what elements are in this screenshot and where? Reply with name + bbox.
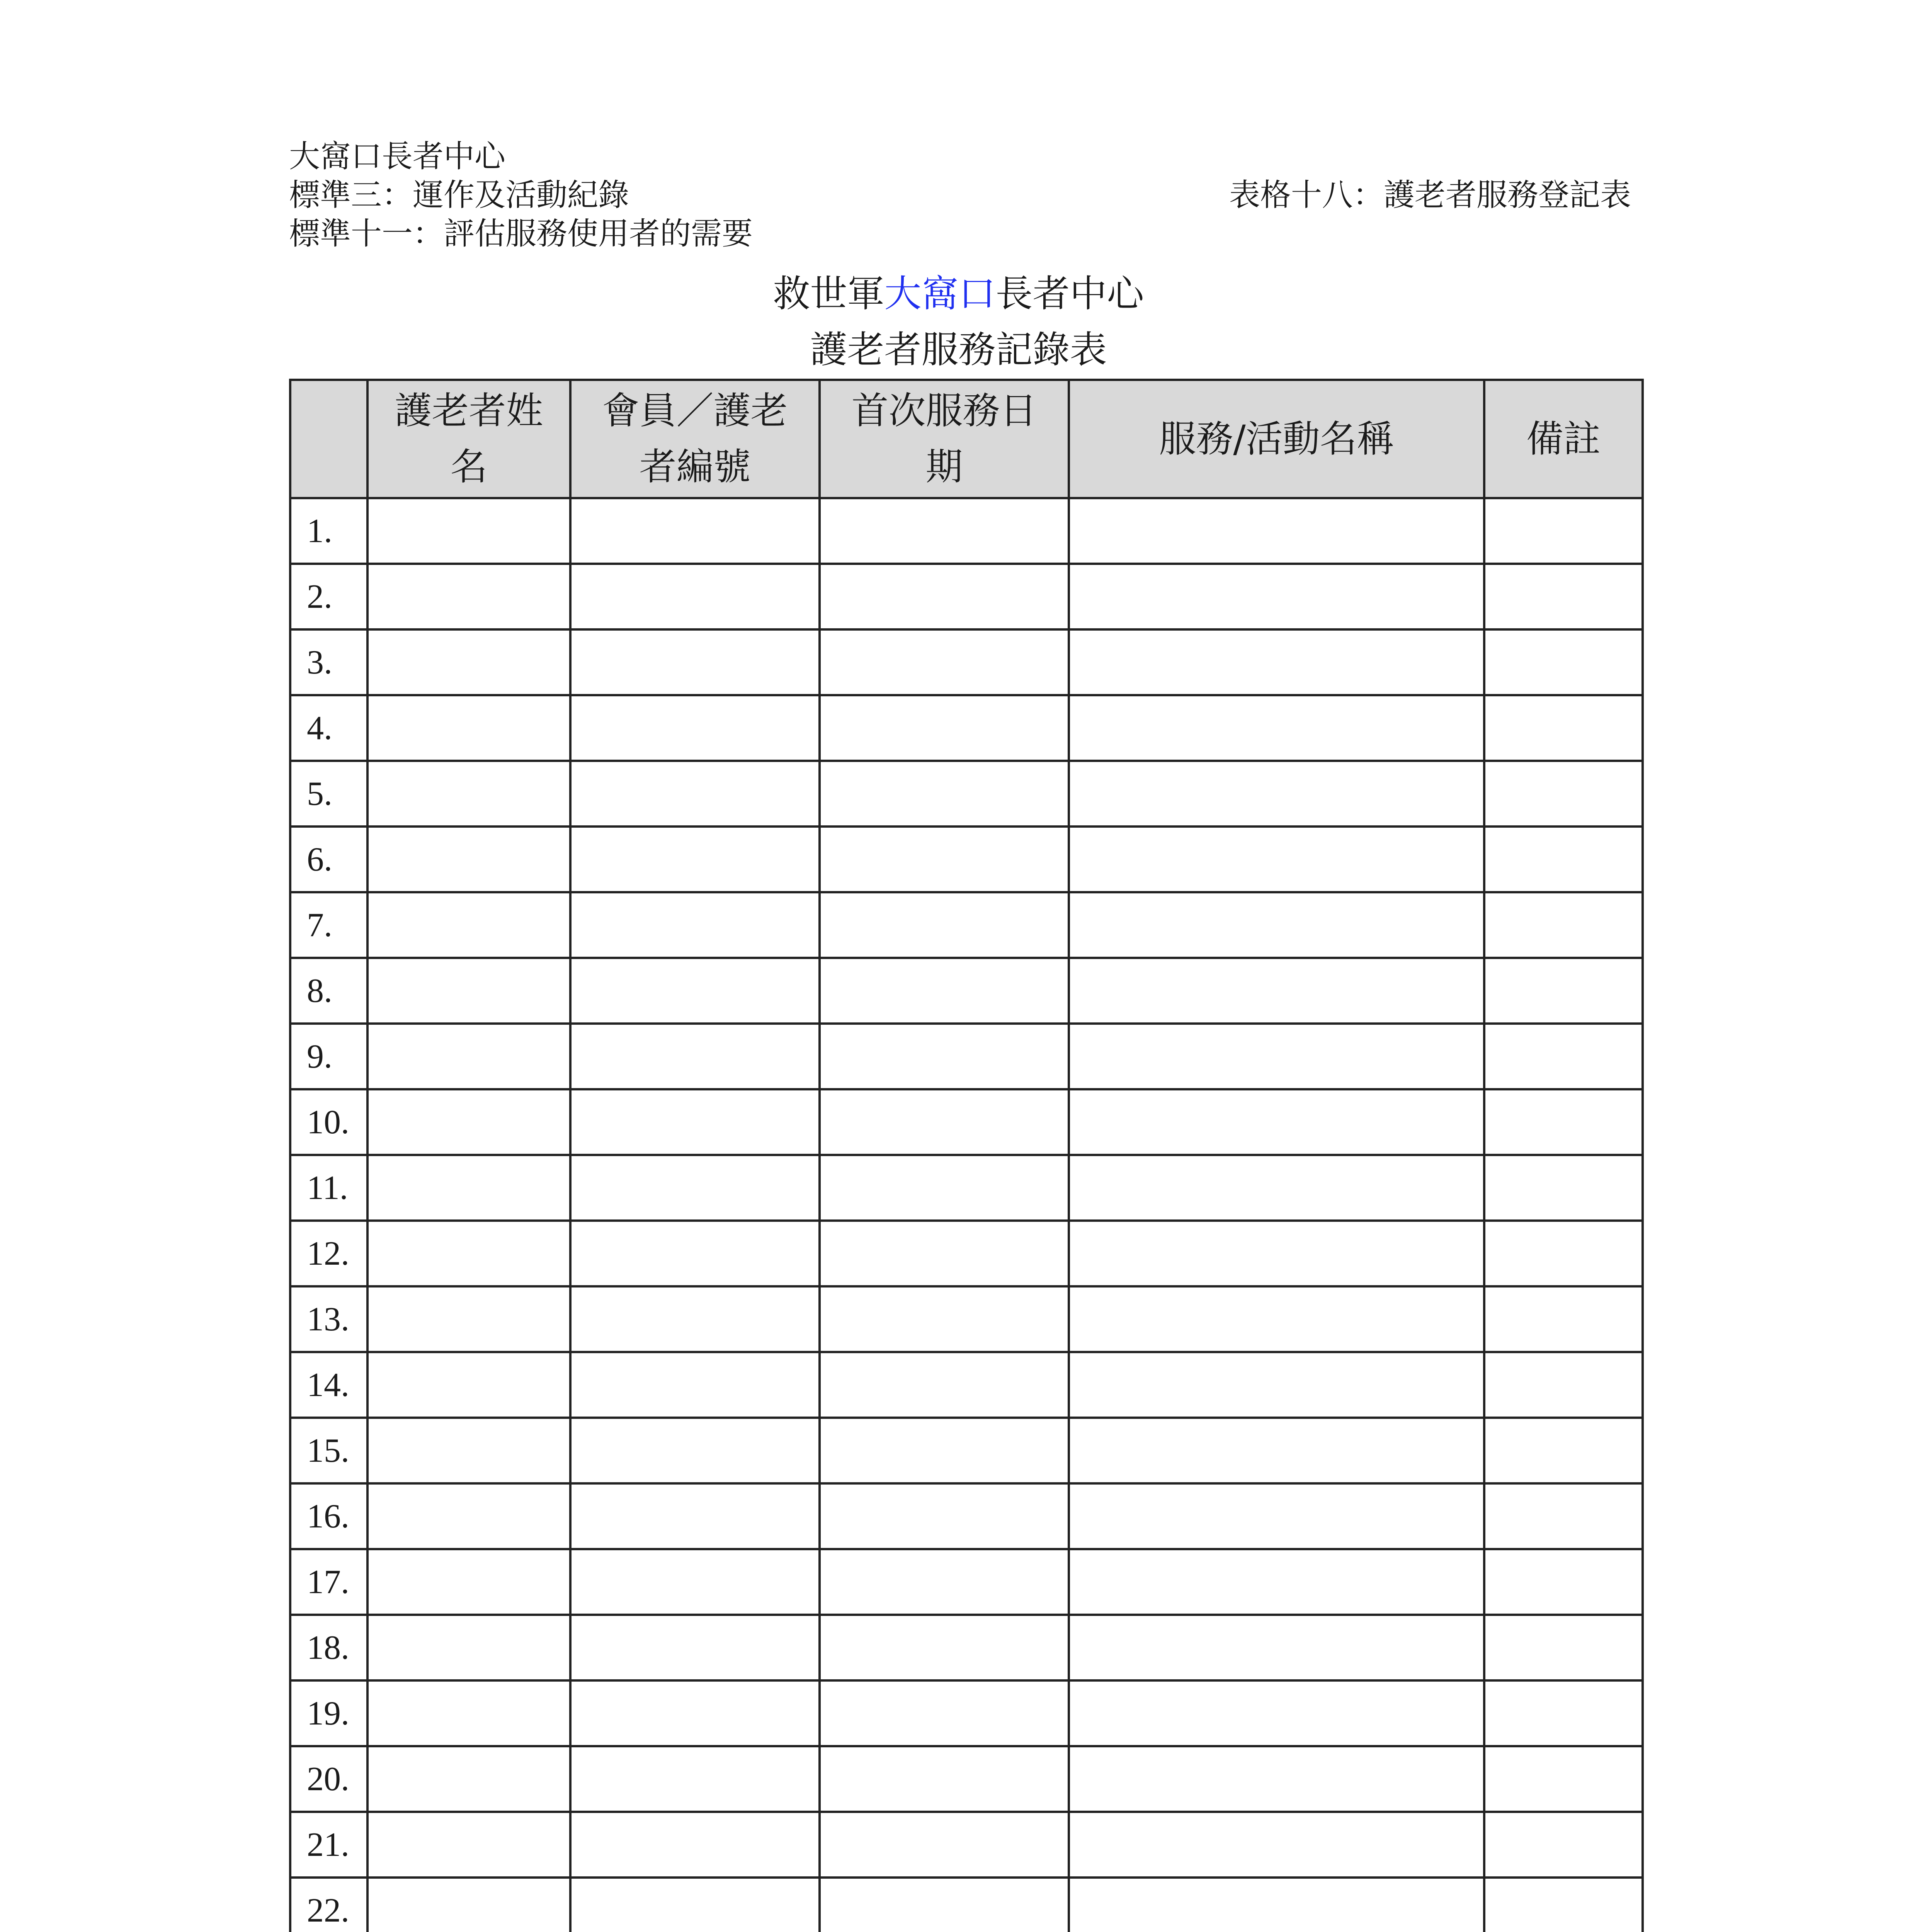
member-id-cell[interactable] xyxy=(570,1680,820,1746)
row-number: 6. xyxy=(290,827,367,892)
caregiver-name-cell[interactable] xyxy=(367,1812,570,1878)
header-remarks xyxy=(1484,380,1643,498)
table-row xyxy=(290,498,1643,564)
service-activity-cell[interactable] xyxy=(1069,1878,1484,1932)
row-number: 2. xyxy=(290,564,367,629)
remarks-cell[interactable] xyxy=(1484,958,1643,1024)
member-id-cell[interactable] xyxy=(570,1286,820,1352)
header-label-line1: 會員／護老 xyxy=(602,389,788,432)
header-label-line1: 首次服務日 xyxy=(851,389,1037,432)
row-number: 21. xyxy=(290,1812,367,1878)
table-row xyxy=(290,695,1643,761)
member-id-cell[interactable] xyxy=(570,958,820,1024)
form-number-label: 表格十八：護老者服務登記表 xyxy=(1229,177,1631,213)
row-number: 17. xyxy=(290,1549,367,1615)
member-id-cell[interactable] xyxy=(570,1024,820,1089)
member-id-cell[interactable] xyxy=(570,1615,820,1680)
service-activity-cell[interactable] xyxy=(1069,1483,1484,1549)
member-id-cell[interactable] xyxy=(570,1089,820,1155)
row-number: 1. xyxy=(290,498,367,564)
service-activity-cell[interactable] xyxy=(1069,1089,1484,1155)
service-activity-cell[interactable] xyxy=(1069,1812,1484,1878)
remarks-cell[interactable] xyxy=(1484,1089,1643,1155)
caregiver-name-cell[interactable] xyxy=(367,629,570,695)
first-service-date-cell[interactable] xyxy=(820,695,1069,761)
caregiver-name-cell[interactable] xyxy=(367,1286,570,1352)
service-activity-cell[interactable] xyxy=(1069,1615,1484,1680)
table-row xyxy=(290,1418,1643,1483)
caregiver-name-cell[interactable] xyxy=(367,1352,570,1418)
first-service-date-cell[interactable] xyxy=(820,1812,1069,1878)
first-service-date-cell[interactable] xyxy=(820,892,1069,958)
caregiver-name-cell[interactable] xyxy=(367,761,570,827)
first-service-date-cell[interactable] xyxy=(820,1483,1069,1549)
first-service-date-cell[interactable] xyxy=(820,958,1069,1024)
row-number: 18. xyxy=(290,1615,367,1680)
header-index xyxy=(290,380,367,498)
first-service-date-cell[interactable] xyxy=(820,1286,1069,1352)
remarks-cell[interactable] xyxy=(1484,1615,1643,1680)
first-service-date-cell[interactable] xyxy=(820,1024,1069,1089)
table-row xyxy=(290,1878,1643,1932)
table-row xyxy=(290,1089,1643,1155)
service-activity-cell[interactable] xyxy=(1069,1746,1484,1812)
member-id-cell[interactable] xyxy=(570,498,820,564)
member-id-cell[interactable] xyxy=(570,1418,820,1483)
first-service-date-cell[interactable] xyxy=(820,629,1069,695)
org-prefix: 救世軍 xyxy=(773,272,885,315)
caregiver-name-cell[interactable] xyxy=(367,1089,570,1155)
row-number: 12. xyxy=(290,1221,367,1286)
member-id-cell[interactable] xyxy=(570,761,820,827)
row-number: 9. xyxy=(290,1024,367,1089)
remarks-cell[interactable] xyxy=(1484,695,1643,761)
first-service-date-cell[interactable] xyxy=(820,564,1069,629)
header-first-service-date xyxy=(820,380,1069,498)
first-service-date-cell[interactable] xyxy=(820,761,1069,827)
row-number: 16. xyxy=(290,1483,367,1549)
caregiver-name-cell[interactable] xyxy=(367,695,570,761)
first-service-date-cell[interactable] xyxy=(820,1221,1069,1286)
table-row xyxy=(290,892,1643,958)
caregiver-name-cell[interactable] xyxy=(367,1746,570,1812)
caregiver-name-cell[interactable] xyxy=(367,1549,570,1615)
service-activity-cell[interactable] xyxy=(1069,1286,1484,1352)
row-number: 13. xyxy=(290,1286,367,1352)
table-header-row xyxy=(290,380,1643,498)
table-row xyxy=(290,1680,1643,1746)
first-service-date-cell[interactable] xyxy=(820,1089,1069,1155)
member-id-cell[interactable] xyxy=(570,1483,820,1549)
service-activity-cell[interactable] xyxy=(1069,827,1484,892)
center-name: 大窩口長者中心 xyxy=(289,138,505,174)
caregiver-name-cell[interactable] xyxy=(367,1221,570,1286)
remarks-cell[interactable] xyxy=(1484,1812,1643,1878)
table-row xyxy=(290,1746,1643,1812)
header-service-activity-name xyxy=(1069,380,1484,498)
remarks-cell[interactable] xyxy=(1484,1352,1643,1418)
organization-title xyxy=(0,267,1917,321)
table-row xyxy=(290,761,1643,827)
service-activity-cell[interactable] xyxy=(1069,1155,1484,1221)
table-row xyxy=(290,958,1643,1024)
caregiver-name-cell[interactable] xyxy=(367,1483,570,1549)
remarks-cell[interactable] xyxy=(1484,629,1643,695)
member-id-cell[interactable] xyxy=(570,629,820,695)
service-activity-cell[interactable] xyxy=(1069,564,1484,629)
row-number: 15. xyxy=(290,1418,367,1483)
service-activity-cell[interactable] xyxy=(1069,1680,1484,1746)
remarks-cell[interactable] xyxy=(1484,1155,1643,1221)
header-label-line2: 者編號 xyxy=(639,445,751,488)
remarks-cell[interactable] xyxy=(1484,1286,1643,1352)
caregiver-name-cell[interactable] xyxy=(367,1680,570,1746)
service-activity-cell[interactable] xyxy=(1069,695,1484,761)
remarks-cell[interactable] xyxy=(1484,1483,1643,1549)
table-row xyxy=(290,1615,1643,1680)
row-number: 10. xyxy=(290,1089,367,1155)
header-label-line1: 備註 xyxy=(1526,417,1601,461)
member-id-cell[interactable] xyxy=(570,1746,820,1812)
standard-11-label: 標準十一：評估服務使用者的需要 xyxy=(289,216,753,252)
header-label-line1: 服務/活動名稱 xyxy=(1159,417,1394,461)
row-number: 20. xyxy=(290,1746,367,1812)
member-id-cell[interactable] xyxy=(570,1549,820,1615)
remarks-cell[interactable] xyxy=(1484,1878,1643,1932)
first-service-date-cell[interactable] xyxy=(820,1615,1069,1680)
row-number: 4. xyxy=(290,695,367,761)
row-number: 14. xyxy=(290,1352,367,1418)
table-body xyxy=(290,498,1643,1932)
row-number: 3. xyxy=(290,629,367,695)
member-id-cell[interactable] xyxy=(570,1221,820,1286)
table-row xyxy=(290,1155,1643,1221)
first-service-date-cell[interactable] xyxy=(820,1746,1069,1812)
remarks-cell[interactable] xyxy=(1484,1680,1643,1746)
service-activity-cell[interactable] xyxy=(1069,761,1484,827)
row-number: 19. xyxy=(290,1680,367,1746)
first-service-date-cell[interactable] xyxy=(820,1155,1069,1221)
remarks-cell[interactable] xyxy=(1484,1746,1643,1812)
remarks-cell[interactable] xyxy=(1484,827,1643,892)
member-id-cell[interactable] xyxy=(570,892,820,958)
org-suffix: 長者中心 xyxy=(995,272,1144,315)
service-activity-cell[interactable] xyxy=(1069,1024,1484,1089)
service-activity-cell[interactable] xyxy=(1069,1352,1484,1418)
table-row xyxy=(290,1812,1643,1878)
caregiver-name-cell[interactable] xyxy=(367,1418,570,1483)
header-label-line2: 名 xyxy=(450,445,488,488)
member-id-cell[interactable] xyxy=(570,1155,820,1221)
caregiver-name-cell[interactable] xyxy=(367,827,570,892)
caregiver-name-cell[interactable] xyxy=(367,892,570,958)
table-row xyxy=(290,1352,1643,1418)
remarks-cell[interactable] xyxy=(1484,1418,1643,1483)
service-activity-cell[interactable] xyxy=(1069,1221,1484,1286)
service-activity-cell[interactable] xyxy=(1069,958,1484,1024)
org-highlight: 大窩口 xyxy=(884,272,996,315)
table-row xyxy=(290,1221,1643,1286)
first-service-date-cell[interactable] xyxy=(820,1418,1069,1483)
row-number: 22. xyxy=(290,1878,367,1932)
member-id-cell[interactable] xyxy=(570,1878,820,1932)
first-service-date-cell[interactable] xyxy=(820,827,1069,892)
service-activity-cell[interactable] xyxy=(1069,892,1484,958)
caregiver-name-cell[interactable] xyxy=(367,564,570,629)
standard-3-label: 標準三：運作及活動紀錄 xyxy=(289,177,629,213)
first-service-date-cell[interactable] xyxy=(820,498,1069,564)
service-activity-cell[interactable] xyxy=(1069,629,1484,695)
remarks-cell[interactable] xyxy=(1484,1549,1643,1615)
caregiver-name-cell[interactable] xyxy=(367,1615,570,1680)
member-id-cell[interactable] xyxy=(570,695,820,761)
service-activity-cell[interactable] xyxy=(1069,498,1484,564)
table-row xyxy=(290,1024,1643,1089)
member-id-cell[interactable] xyxy=(570,1352,820,1418)
table-row xyxy=(290,1549,1643,1615)
remarks-cell[interactable] xyxy=(1484,1221,1643,1286)
service-record-table xyxy=(289,379,1644,1932)
table-row xyxy=(290,1483,1643,1549)
table-row xyxy=(290,1286,1643,1352)
first-service-date-cell[interactable] xyxy=(820,1352,1069,1418)
row-number: 11. xyxy=(290,1155,367,1221)
remarks-cell[interactable] xyxy=(1484,564,1643,629)
member-id-cell[interactable] xyxy=(570,1812,820,1878)
first-service-date-cell[interactable] xyxy=(820,1878,1069,1932)
remarks-cell[interactable] xyxy=(1484,498,1643,564)
member-id-cell[interactable] xyxy=(570,564,820,629)
caregiver-name-cell[interactable] xyxy=(367,1878,570,1932)
first-service-date-cell[interactable] xyxy=(820,1680,1069,1746)
table-row xyxy=(290,564,1643,629)
row-number: 7. xyxy=(290,892,367,958)
table-row xyxy=(290,629,1643,695)
remarks-cell[interactable] xyxy=(1484,1024,1643,1089)
row-number: 5. xyxy=(290,761,367,827)
service-activity-cell[interactable] xyxy=(1069,1418,1484,1483)
first-service-date-cell[interactable] xyxy=(820,1549,1069,1615)
member-id-cell[interactable] xyxy=(570,827,820,892)
caregiver-name-cell[interactable] xyxy=(367,498,570,564)
header-label-line2: 期 xyxy=(925,445,963,488)
caregiver-name-cell[interactable] xyxy=(367,1024,570,1089)
header-member-id xyxy=(570,380,820,498)
header-caregiver-name xyxy=(367,380,570,498)
caregiver-name-cell[interactable] xyxy=(367,1155,570,1221)
caregiver-name-cell[interactable] xyxy=(367,958,570,1024)
form-title: 護老者服務記錄表 xyxy=(810,328,1107,371)
service-activity-cell[interactable] xyxy=(1069,1549,1484,1615)
remarks-cell[interactable] xyxy=(1484,892,1643,958)
table-row xyxy=(290,827,1643,892)
header-label-line1: 護老者姓 xyxy=(395,389,543,432)
remarks-cell[interactable] xyxy=(1484,761,1643,827)
row-number: 8. xyxy=(290,958,367,1024)
